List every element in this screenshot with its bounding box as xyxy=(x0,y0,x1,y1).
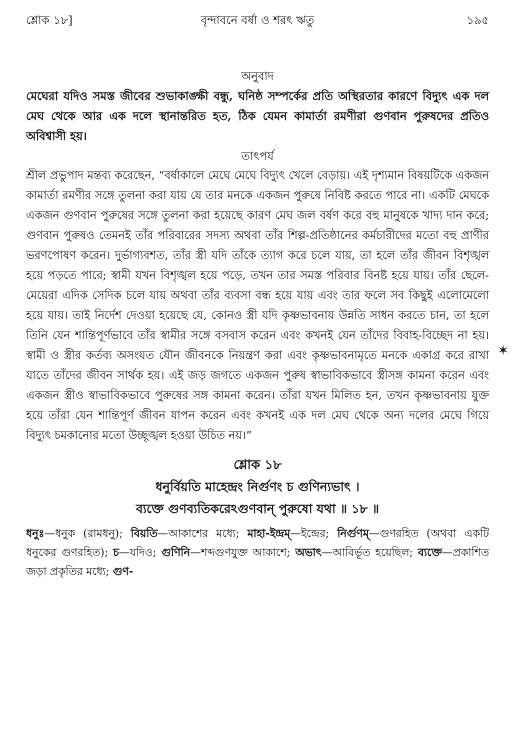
header-verse-ref: শ্লোক ১৮] xyxy=(26,13,73,27)
synonym-meaning: —আকাশের মধ্যে; xyxy=(157,527,248,540)
translation-heading: অনুবাদ xyxy=(241,69,274,83)
running-header xyxy=(26,12,489,30)
synonym-term: গুণ- xyxy=(112,565,134,578)
header-chapter-title: বৃন্দাবনে বর্ষা ও শরৎ ঋতু xyxy=(200,13,315,27)
verse-line-2: ব্যক্তে গুণব্যতিকরেঽগুণবান্ পুরুষো যথা ॥ ১৮ ॥ xyxy=(135,501,380,516)
verse-title: শ্লোক ১৮ xyxy=(233,458,282,473)
synonyms-paragraph xyxy=(26,524,489,581)
synonym-term: বিয়তি xyxy=(130,527,158,540)
page-body xyxy=(26,66,489,581)
purport-text: শ্রীল প্রভুপাদ মন্তব্য করেছেন, “বর্ষাকালে মেঘে মেঘে বিদ্যুৎ খেলে বেড়ায়। এই দৃশ্যমান বিষয়টিকে একজন কামার্তা রমণীর সঙ্গে তুলনা করা যায় যে তার মনকে একজন পুরুষে নিবিষ্ট করতে পারে না। একটি মেঘকে একজন গুণবান পুরুষের সঙ্গে তুলনা করা হয়েছে কারণ মেঘ জল বর্ষণ করে বহু মানুষকে খাদ্য দান করে; গুণবান পুরুষও তেমনই তাঁর পরিবারের সদস্য অথবা তাঁর শিল্প-প্রতিষ্ঠানের কর্মচারীদের মতো বহু প্রাণীর ভরণপোষণ করেন। দুর্ভাগ্যবশত, তাঁর স্ত্রী যদি তাঁকে ত্যাগ করে চলে যায়, তা হলে তাঁর জীবন বিশৃঙ্খল হয়ে পড়তে পারে; স্বামী যখন বিশৃঙ্খল হয়ে পড়ে, তখন তার সমস্ত পরিবার বিনষ্ট হয়ে যায়। তাঁর ছেলে-মেয়েরা এদিক সেদিক চলে যায় অথবা তাঁর ব্যবসা বন্ধ হয়ে যায় এবং তার ফলে সব কিছুই এলোমেলো হয়ে যায়। তাই নির্দেশ দেওয়া হয়েছে যে, কোনও স্ত্রী যদি কৃষ্ণভাবনায় উন্নতি সাধন করতে চান, তা হলে তিনি যেন শান্তিপূর্ণভাবে তাঁর স্বামীর সঙ্গে বসবাস করেন এবং কখনই যেন তাঁদের বিবাহ-বিচ্ছেদ না হয়। স্বামী ও স্ত্রীর কর্তব্য অসংযত যৌন জীবনকে নিয়ন্ত্রণ করা এবং কৃষ্ণভাবনামৃতে মনকে একাগ্র করে রাখা যাতে তাঁদের জীবন সার্থক হয়। এই জড় জগতে একজন পুরুষ স্বাভাবিকভাবে স্ত্রীসঙ্গ কামনা করেন এবং একজন স্ত্রীও স্বাভাবিকভাবে পুরুষের সঙ্গ কামনা করেন। তাঁরা যখন মিলিত হন, তখন কৃষ্ণভাবনায় যুক্ত হয়ে তাঁরা যেন শান্তিপূর্ণ জীবন যাপন করেন এবং কখনই এক দল মেঘ থেকে অন্য দলের মেঘে গিয়ে বিদ্যুৎ চমকানোর মতো উচ্ছৃঙ্খল হওয়া উচিত নয়।” xyxy=(26,169,489,442)
synonym-term: নির্গুণম্ xyxy=(337,527,369,540)
synonym-meaning: —যদিও; xyxy=(118,546,162,559)
purport-heading: তাৎপর্য xyxy=(241,149,274,163)
synonym-term: মাহা-ইন্দ্রম্ xyxy=(247,527,291,540)
translation-text: মেঘেরা যদিও সমস্ত জীবের শুভাকাঙ্ক্ষী বন্ধু, ঘনিষ্ঠ সম্পর্কের প্রতি অস্থিরতার কারণে বিদ্যুৎ এক দল মেঘ থেকে আর এক দলে স্থানান্তরিত হত, ঠিক যেমন কামার্তা রমণীরা গুণবান পুরুষদের প্রতিও অবিশ্বাসী হয়। xyxy=(26,89,489,143)
synonym-meaning: —শব্দগুণযুক্ত আকাশে; xyxy=(190,546,296,559)
synonym-term: গুণিনি xyxy=(161,546,191,559)
page-number: ১৯৫ xyxy=(466,13,489,27)
synonym-meaning: —প্রকাশিত জড়া প্রকৃতির মধ্যে; xyxy=(26,546,489,578)
margin-star-icon: ✶ xyxy=(497,343,509,359)
synonym-term: অভাৎ xyxy=(295,546,322,559)
synonym-meaning: —আবির্ভূত হয়েছিল; xyxy=(321,546,418,559)
synonym-term: ধনুঃ xyxy=(26,527,45,540)
synonym-meaning: —ধনুক (রামধনু); xyxy=(44,527,131,540)
verse-line-1: ধনুর্বিয়তি মাহেন্দ্রং নির্গুণং চ গুণিন্যভাৎ । xyxy=(155,479,360,494)
synonym-meaning: —ইন্দ্রের; xyxy=(290,527,338,540)
synonym-meaning: —গুণরহিত (অথবা একটি ধনুকের গুণরহিত); xyxy=(26,527,489,559)
synonym-term: ব্যক্তে xyxy=(417,546,442,559)
synonym-term: চ xyxy=(113,546,119,559)
